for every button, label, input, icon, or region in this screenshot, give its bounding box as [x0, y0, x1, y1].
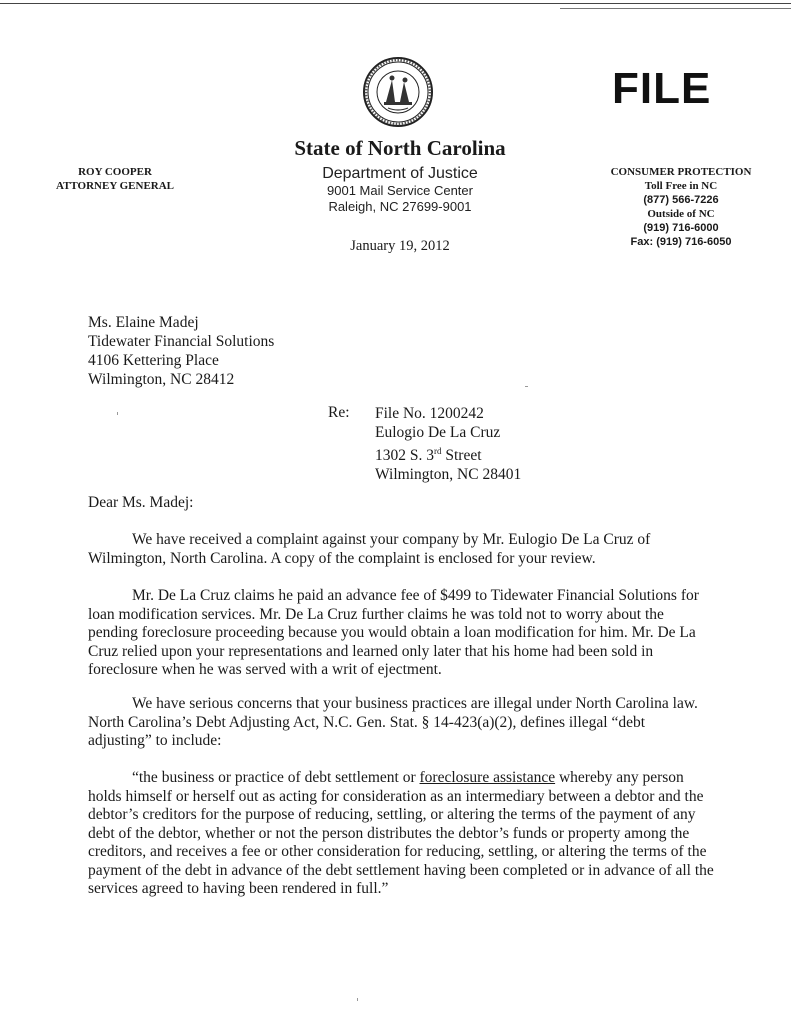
body-paragraph-1: We have received a complaint against your company by Mr. Eulogio De La Cruz of Wilmington, North Carolina. A copy of the complaint is enclosed for your review.	[88, 531, 651, 567]
re-line: File No. 1200242	[375, 405, 484, 422]
consumer-protection-line: Outside of NC	[647, 208, 715, 220]
department-name: Department of Justice	[322, 165, 478, 182]
attorney-general-block	[40, 165, 190, 193]
scan-speck	[357, 998, 358, 1001]
attorney-general-title: ATTORNEY GENERAL	[55, 180, 175, 192]
consumer-protection-line: (877) 566-7226	[643, 194, 719, 206]
address-line: Tidewater Financial Solutions	[88, 333, 275, 350]
re-block	[375, 404, 521, 484]
quote-text-end: whereby any person holds himself or herself out as acting for consideration as an intermediary between a debtor and the debtor’s creditors for the purpose of reducing, settling, or altering the terms of the payment of any debt of the debtor, whether or not the person distributes the debtor’s funds or property among the creditors, and receives a fee or other consideration for reducing, settling, or altering the terms of the payment of the debt in advance of the debt settlement having been completed or in advance of all the services agreed to having been rendered in full.”	[88, 769, 714, 897]
letter-date: January 19, 2012	[350, 238, 450, 254]
salutation: Dear Ms. Madej:	[88, 494, 194, 511]
quote-underlined-text: foreclosure assistance	[419, 769, 556, 786]
department-block	[300, 164, 500, 215]
department-address-line-2: Raleigh, NC 27699-9001	[328, 199, 472, 214]
consumer-protection-line: Toll Free in NC	[644, 180, 718, 192]
address-line: 4106 Kettering Place	[88, 352, 219, 369]
state-seal-icon	[362, 56, 434, 128]
top-rule	[0, 3, 791, 4]
body-paragraph-2: Mr. De La Cruz claims he paid an advance fee of $499 to Tidewater Financial Solutions for loan modification services. Mr. De La Cruz further claims he was told not to worry about the pending foreclosure proceeding because you would obtain a loan modification for him. Mr. De La Cruz relied upon your representations and learned only later that his home had been sold in foreclosure when he was served with a writ of ejectment.	[88, 587, 699, 678]
consumer-protection-block	[596, 165, 766, 249]
state-title: State of North Carolina	[294, 136, 506, 160]
file-stamp: FILE	[612, 64, 712, 113]
recipient-address	[88, 313, 274, 389]
re-line: Wilmington, NC 28401	[375, 466, 522, 484]
re-line: 1302 S. 3rd Street	[375, 446, 482, 465]
address-line: Ms. Elaine Madej	[88, 314, 199, 331]
consumer-protection-line: CONSUMER PROTECTION	[610, 166, 752, 178]
statute-quote	[88, 769, 714, 899]
consumer-protection-line: (919) 716-6000	[643, 222, 719, 234]
department-address-line-1: 9001 Mail Service Center	[327, 183, 473, 198]
attorney-general-name: ROY COOPER	[78, 166, 152, 178]
top-rule-secondary	[560, 8, 791, 9]
body-paragraph-3: We have serious concerns that your business practices are illegal under North Carolina law. North Carolina’s Debt Adjusting Act, N.C. Gen. Stat. § 14-423(a)(2), defines illegal “debt adjusting” to include:	[88, 695, 698, 749]
re-line: Eulogio De La Cruz	[375, 424, 501, 441]
address-line: Wilmington, NC 28412	[88, 371, 235, 388]
quote-text-start: “the business or practice of debt settlement or	[132, 769, 420, 786]
re-label: Re:	[328, 404, 350, 421]
scan-speck	[117, 412, 118, 415]
consumer-protection-line: Fax: (919) 716-6050	[630, 236, 732, 248]
scan-speck	[525, 386, 528, 387]
